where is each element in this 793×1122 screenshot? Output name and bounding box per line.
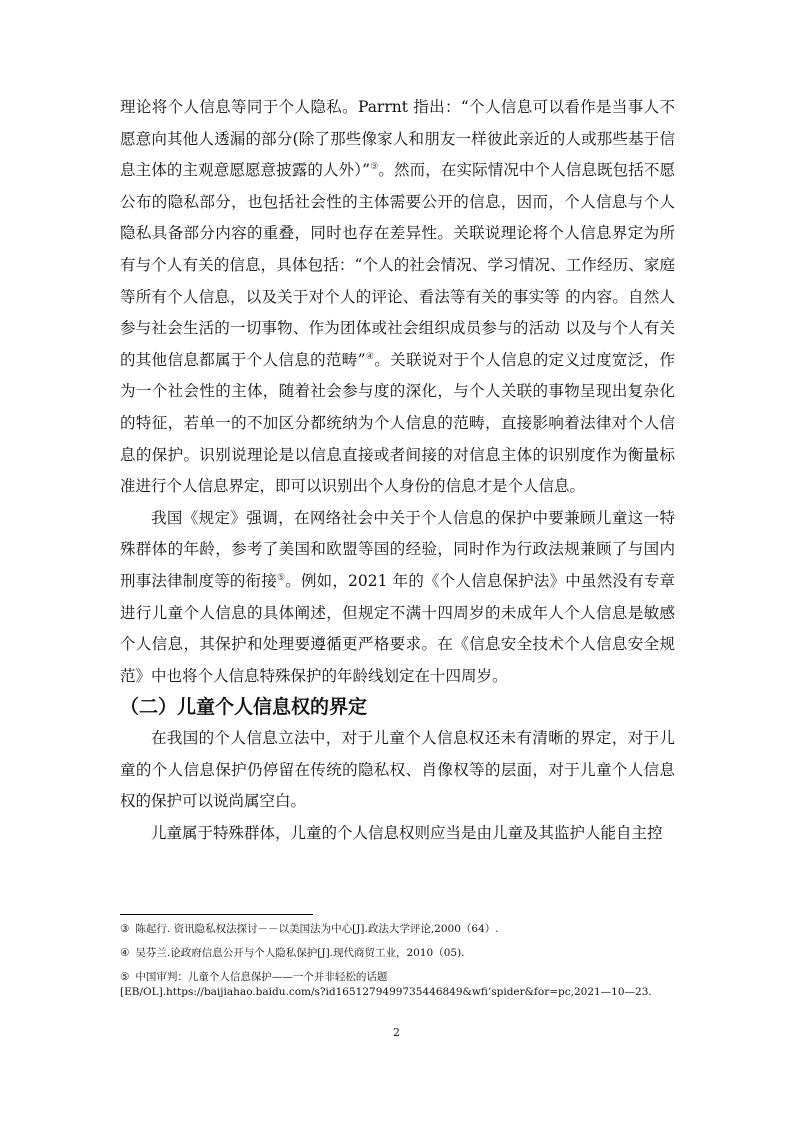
body-text — [120, 92, 675, 850]
footnote-mark: ④ — [120, 947, 130, 959]
footnote-url[interactable]: [EB/OL].https://baijiahao.baidu.com/s?id1651279499735446849&wfi’spider&for=pc,2021—10—23. — [120, 986, 652, 998]
footnote-text: 吴芬兰.论政府信息公开与个人隐私保护[J].现代商贸工业，2010（05). — [135, 947, 465, 959]
footnote-text: 中国审判：儿童个人信息保护——一个并非轻松的话题 — [135, 971, 388, 983]
footnote-mark: ⑤ — [120, 971, 130, 983]
footnote-3 — [120, 922, 680, 937]
paragraph-2-text-a: 我国《规定》强调，在网络社会中关于个人信息的保护中要兼顾儿童这一特殊群体的年龄，参考了美国和欧盟等国的经验，同时作为行政法规兼顾了与国内刑事法律制度等的衔接 — [120, 508, 675, 590]
paragraph-1-text-b: 。然而，在实际情况中个人信息既包括不愿公布的隐私部分，也包括社会性的主体需要公开的信息，因而，个人信息与个人隐私具备部分内容的重叠，同时也存在差异性。关联说理论将个人信息界定为所有与个人有关的信息，具体包括：“个人的社会情况、学习情况、工作经历、家庭等所有个人信息，以及关于对个人的评论、看法等有关的事实等 的内容。自然人参与社会生活的一切事物、作为团体或社会组织成员参与的活动 以及与个人有关的其他信息都属于个人信息的范畴” — [120, 161, 675, 369]
paragraph-1-text-c: 。关联说对于个人信息的定义过度宽泛，作为一个社会性的主体，随着社会参与度的深化，与个人关联的事物呈现出复杂化的特征，若单一的不加区分都统纳为个人信息的范畴，直接影响着法律对个人信息的保护。识别说理论是以信息直接或者间接的对信息主体的识别度作为衡量标准进行个人信息界定，即可以识别出个人身份的信息才是个人信息。 — [120, 350, 675, 496]
paragraph-1 — [120, 92, 675, 503]
footnote-separator — [120, 914, 313, 915]
paragraph-2-text-b: 。例如，2021 年的《个人信息保护法》中虽然没有专章进行儿童个人信息的具体阐述，但规定不满十四周岁的未成年人个人信息是敏感个人信息，其保护和处理要遵循更严格要求。在《信息安全技术个人信息安全规范》中也将个人信息特殊保护的年龄线划定在十四周岁。 — [120, 571, 675, 685]
section-heading: （二）儿童个人信息权的界定 — [120, 696, 368, 719]
paragraph-3: 在我国的个人信息立法中，对于儿童个人信息权还未有清晰的界定，对于儿童的个人信息保护仍停留在传统的隐私权、肖像权等的层面，对于儿童个人信息权的保护可以说尚属空白。 — [120, 729, 675, 811]
footnote-ref-3[interactable]: ③ — [370, 162, 379, 173]
paragraph-2 — [120, 503, 675, 693]
paragraph-1-text-a: 理论将个人信息等同于个人隐私。Parrnt 指出：“个人信息可以看作是当事人不愿意向其他人透漏的部分(除了那些像家人和朋友一样彼此亲近的人或那些基于信息主体的主观意愿愿意披露的人外）” — [120, 98, 675, 180]
footnote-text: 陈起行. 资讯隐私权法探讨－－以美国法为中心[J].政法大学评论,2000（64）. — [135, 923, 499, 935]
page-number: 2 — [393, 1026, 400, 1039]
footnote-ref-5[interactable]: ⑤ — [276, 572, 286, 583]
footnote-mark: ③ — [120, 923, 130, 935]
footnote-ref-4[interactable]: ④ — [365, 351, 375, 362]
footnotes — [120, 922, 680, 1009]
footnote-5 — [120, 970, 680, 1000]
footnote-4 — [120, 946, 680, 961]
paragraph-4: 儿童属于特殊群体，儿童的个人信息权则应当是由儿童及其监护人能自主控 — [151, 824, 663, 843]
